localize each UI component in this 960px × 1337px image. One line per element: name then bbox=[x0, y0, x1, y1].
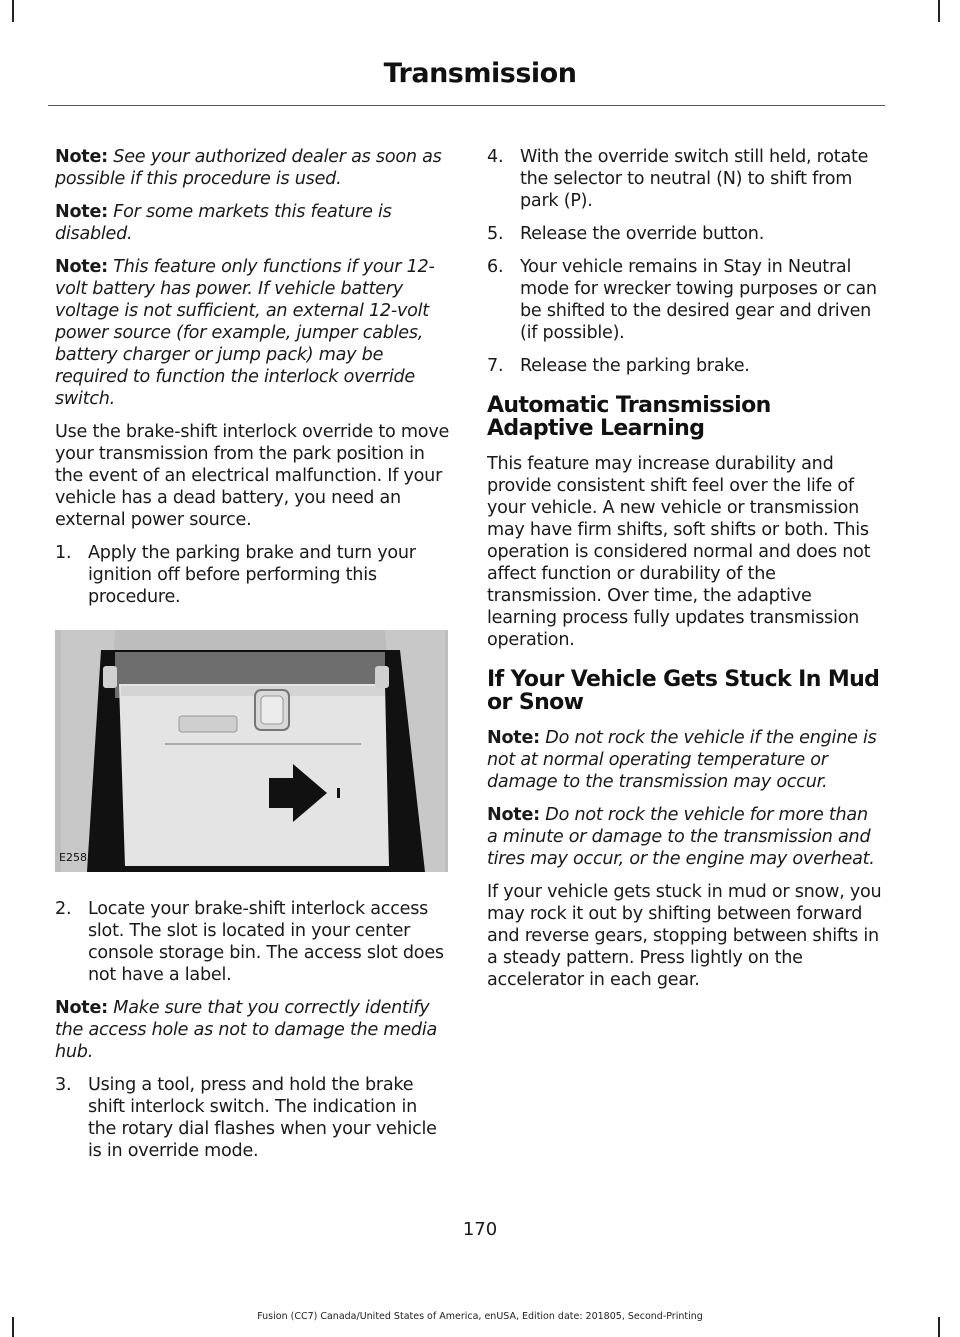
note: Note: This feature only functions if your 12-volt battery has power. If vehicle battery voltage is not sufficient, an external 12-volt power source (for example, jumper cables, battery charger or jump pack) may be required to function the interlock override switch. bbox=[55, 257, 435, 409]
paragraph: Use the brake-shift interlock override to move your transmission from the park position in the event of an electrical malfunction. If your vehicle has a dead battery, you need an external power source. bbox=[55, 422, 450, 530]
page-number: 170 bbox=[462, 1219, 498, 1240]
list-item: 7. Release the parking brake. bbox=[487, 356, 750, 376]
list-item: 5. Release the override button. bbox=[487, 224, 765, 244]
section-heading: If Your Vehicle Gets Stuck In Mud or Snow bbox=[487, 667, 880, 715]
left-column bbox=[55, 146, 450, 1173]
console-storage-bin-illustration bbox=[55, 630, 448, 872]
note: Note: For some markets this feature is disabled. bbox=[55, 202, 392, 244]
footer: Fusion (CC7) Canada/United States of America, enUSA, Edition date: 201805, Second-Printing bbox=[257, 1311, 703, 1322]
list-item: 1. Apply the parking brake and turn your ignition off before performing this procedure. bbox=[55, 543, 416, 607]
list-item: 4. With the override switch still held, rotate the selector to neutral (N) to shift from park (P). bbox=[487, 147, 869, 211]
title-divider bbox=[48, 105, 885, 106]
note: Note: Do not rock the vehicle for more than a minute or damage to the transmission and tires may occur, or the engine may overheat. bbox=[487, 805, 875, 869]
paragraph: If your vehicle gets stuck in mud or snow, you may rock it out by shifting between forward and reverse gears, stopping between shifts in a steady pattern. Press lightly on the accelerator in each gear. bbox=[487, 882, 882, 990]
list-item: 3. Using a tool, press and hold the brake shift interlock switch. The indication in the rotary dial flashes when your vehicle is in override mode. bbox=[55, 1075, 437, 1161]
paragraph: This feature may increase durability and provide consistent shift feel over the life of your vehicle. A new vehicle or transmission may have firm shifts, soft shifts or both. This operation is considered normal and does not affect function or durability of the transmission. Over time, the adaptive learning process fully updates transmission operation. bbox=[487, 454, 871, 650]
page-title: Transmission bbox=[383, 58, 577, 89]
right-column bbox=[487, 146, 882, 1002]
list-item: 6. Your vehicle remains in Stay in Neutral mode for wrecker towing purposes or can be shifted to the desired gear and driven (if possible). bbox=[487, 257, 877, 343]
crop-mark bbox=[938, 0, 940, 22]
crop-mark bbox=[12, 0, 14, 22]
note: Note: Make sure that you correctly identify the access hole as not to damage the media hub. bbox=[55, 998, 437, 1062]
list-item: 2. Locate your brake-shift interlock access slot. The slot is located in your center console storage bin. The access slot does not have a label. bbox=[55, 899, 444, 985]
section-heading: Automatic Transmission Adaptive Learning bbox=[487, 393, 771, 441]
note: Note: See your authorized dealer as soon as possible if this procedure is used. bbox=[55, 147, 442, 189]
figure-id: E258561 bbox=[59, 851, 108, 864]
note: Note: Do not rock the vehicle if the engine is not at normal operating temperature or damage to the transmission may occur. bbox=[487, 728, 877, 792]
